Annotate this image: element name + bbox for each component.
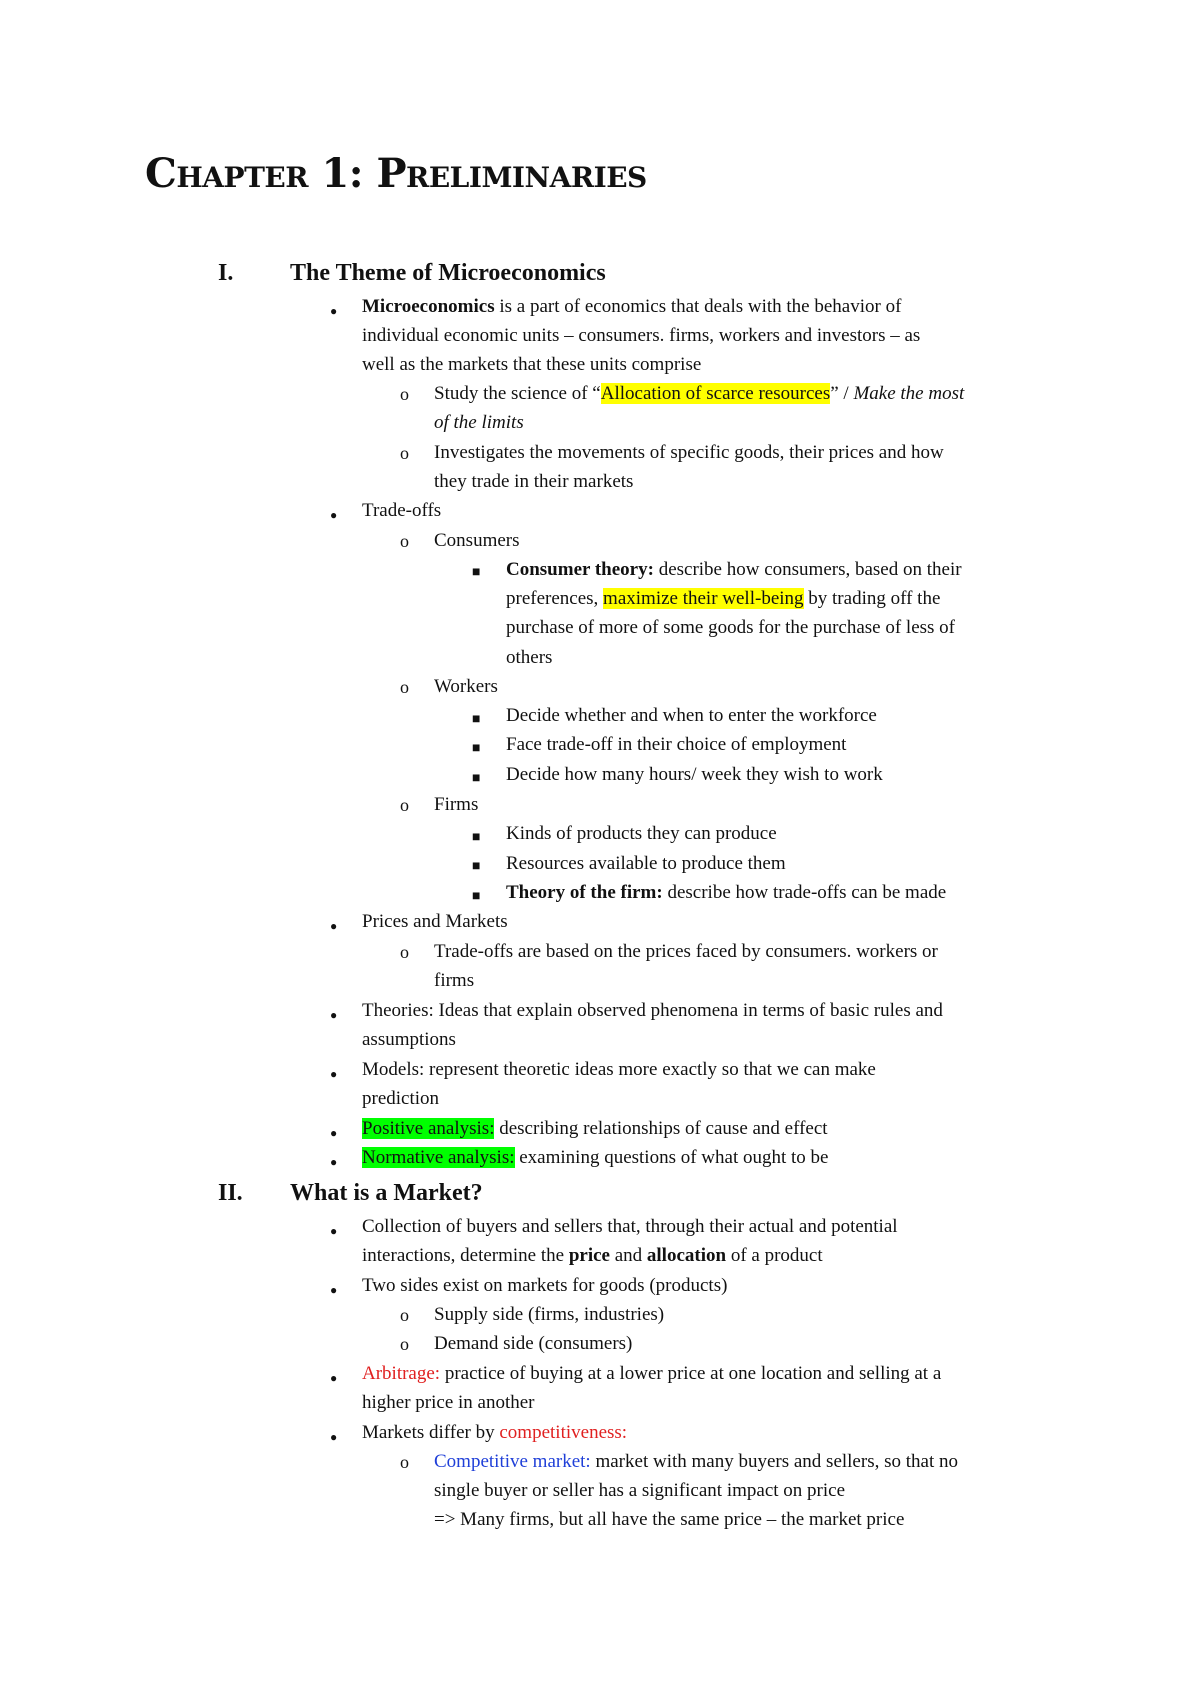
list-item: Models: represent theoretic ideas more exactly so that we can make	[362, 1059, 876, 1080]
bullet-icon	[472, 854, 480, 878]
list-item: Consumers	[434, 530, 520, 551]
bullet-icon	[472, 736, 480, 760]
bullet-icon	[330, 1003, 337, 1026]
bullet-icon	[330, 1150, 337, 1173]
list-item: Resources available to produce them	[506, 853, 786, 874]
bullet-icon	[330, 1278, 337, 1301]
bullet-icon	[330, 914, 337, 937]
bullet-icon	[400, 676, 409, 699]
list-item: Demand side (consumers)	[434, 1333, 633, 1354]
list-item: Workers	[434, 676, 498, 697]
bullet-icon	[330, 1121, 337, 1144]
list-item-continuation: well as the markets that these units comprise	[362, 354, 702, 375]
section-2-title: What is a Market?	[290, 1180, 483, 1206]
bullet-icon	[472, 707, 480, 731]
list-item-continuation: interactions, determine the price and allocation of a product	[362, 1245, 823, 1266]
list-item-continuation: purchase of more of some goods for the purchase of less of	[506, 617, 956, 638]
list-item: Decide whether and when to enter the workforce	[506, 705, 877, 726]
list-item-continuation: of the limits	[434, 412, 524, 433]
list-item-continuation: individual economic units – consumers. firms, workers and investors – as	[362, 325, 921, 346]
bullet-icon	[400, 1304, 409, 1327]
bullet-icon	[400, 794, 409, 817]
bullet-icon	[472, 560, 480, 584]
list-item: Face trade-off in their choice of employment	[506, 734, 847, 755]
bullet-icon	[400, 1451, 409, 1474]
list-item: Two sides exist on markets for goods (products)	[362, 1275, 728, 1296]
bullet-icon	[400, 530, 409, 553]
list-item: Markets differ by competitiveness:	[362, 1422, 628, 1443]
bullet-icon	[330, 1425, 337, 1448]
list-item-continuation: firms	[434, 970, 475, 991]
list-item: Theory of the firm: describe how trade-offs can be made	[506, 882, 947, 903]
list-item: Supply side (firms, industries)	[434, 1304, 665, 1325]
list-item: Competitive market: market with many buyers and sellers, so that no	[434, 1451, 958, 1472]
list-item-continuation: preferences, maximize their well-being by trading off the	[506, 588, 941, 609]
list-item: Kinds of products they can produce	[506, 823, 777, 844]
bullet-icon	[330, 503, 337, 526]
section-2-number: II.	[218, 1180, 243, 1206]
list-item: Trade-offs are based on the prices faced by consumers. workers or	[434, 941, 938, 962]
chapter-title: Chapter 1: Preliminaries	[145, 150, 647, 197]
bullet-icon	[400, 383, 409, 406]
bullet-icon	[472, 825, 480, 849]
section-1-number: I.	[218, 260, 234, 286]
list-item-continuation: higher price in another	[362, 1392, 535, 1413]
list-item: Arbitrage: practice of buying at a lower price at one location and selling at a	[362, 1363, 942, 1384]
list-item: Investigates the movements of specific goods, their prices and how	[434, 442, 944, 463]
list-item: Positive analysis: describing relationships of cause and effect	[362, 1118, 828, 1139]
bullet-icon	[330, 1062, 337, 1085]
list-item: Normative analysis: examining questions of what ought to be	[362, 1147, 829, 1168]
list-item: Decide how many hours/ week they wish to work	[506, 764, 883, 785]
list-item-continuation: prediction	[362, 1088, 440, 1109]
list-item: Theories: Ideas that explain observed phenomena in terms of basic rules and	[362, 1000, 943, 1021]
list-item: Prices and Markets	[362, 911, 508, 932]
list-item: Firms	[434, 794, 479, 815]
section-1-title: The Theme of Microeconomics	[290, 260, 606, 286]
list-item-continuation: assumptions	[362, 1029, 456, 1050]
list-item: Collection of buyers and sellers that, through their actual and potential	[362, 1216, 898, 1237]
list-item-continuation: they trade in their markets	[434, 471, 634, 492]
bullet-icon	[330, 299, 337, 322]
bullet-icon	[400, 442, 409, 465]
bullet-icon	[472, 766, 480, 790]
list-item-continuation: => Many firms, but all have the same price – the market price	[434, 1509, 905, 1530]
bullet-icon	[472, 884, 480, 908]
list-item: Microeconomics is a part of economics that deals with the behavior of	[362, 296, 902, 317]
list-item: Trade-offs	[362, 500, 442, 521]
list-item-continuation: others	[506, 647, 553, 668]
list-item: Study the science of “Allocation of scarce resources” / Make the most	[434, 383, 965, 404]
bullet-icon	[330, 1366, 337, 1389]
list-item: Consumer theory: describe how consumers, based on their	[506, 559, 962, 580]
bullet-icon	[400, 941, 409, 964]
bullet-icon	[400, 1333, 409, 1356]
bullet-icon	[330, 1219, 337, 1242]
list-item-continuation: single buyer or seller has a significant impact on price	[434, 1480, 846, 1501]
